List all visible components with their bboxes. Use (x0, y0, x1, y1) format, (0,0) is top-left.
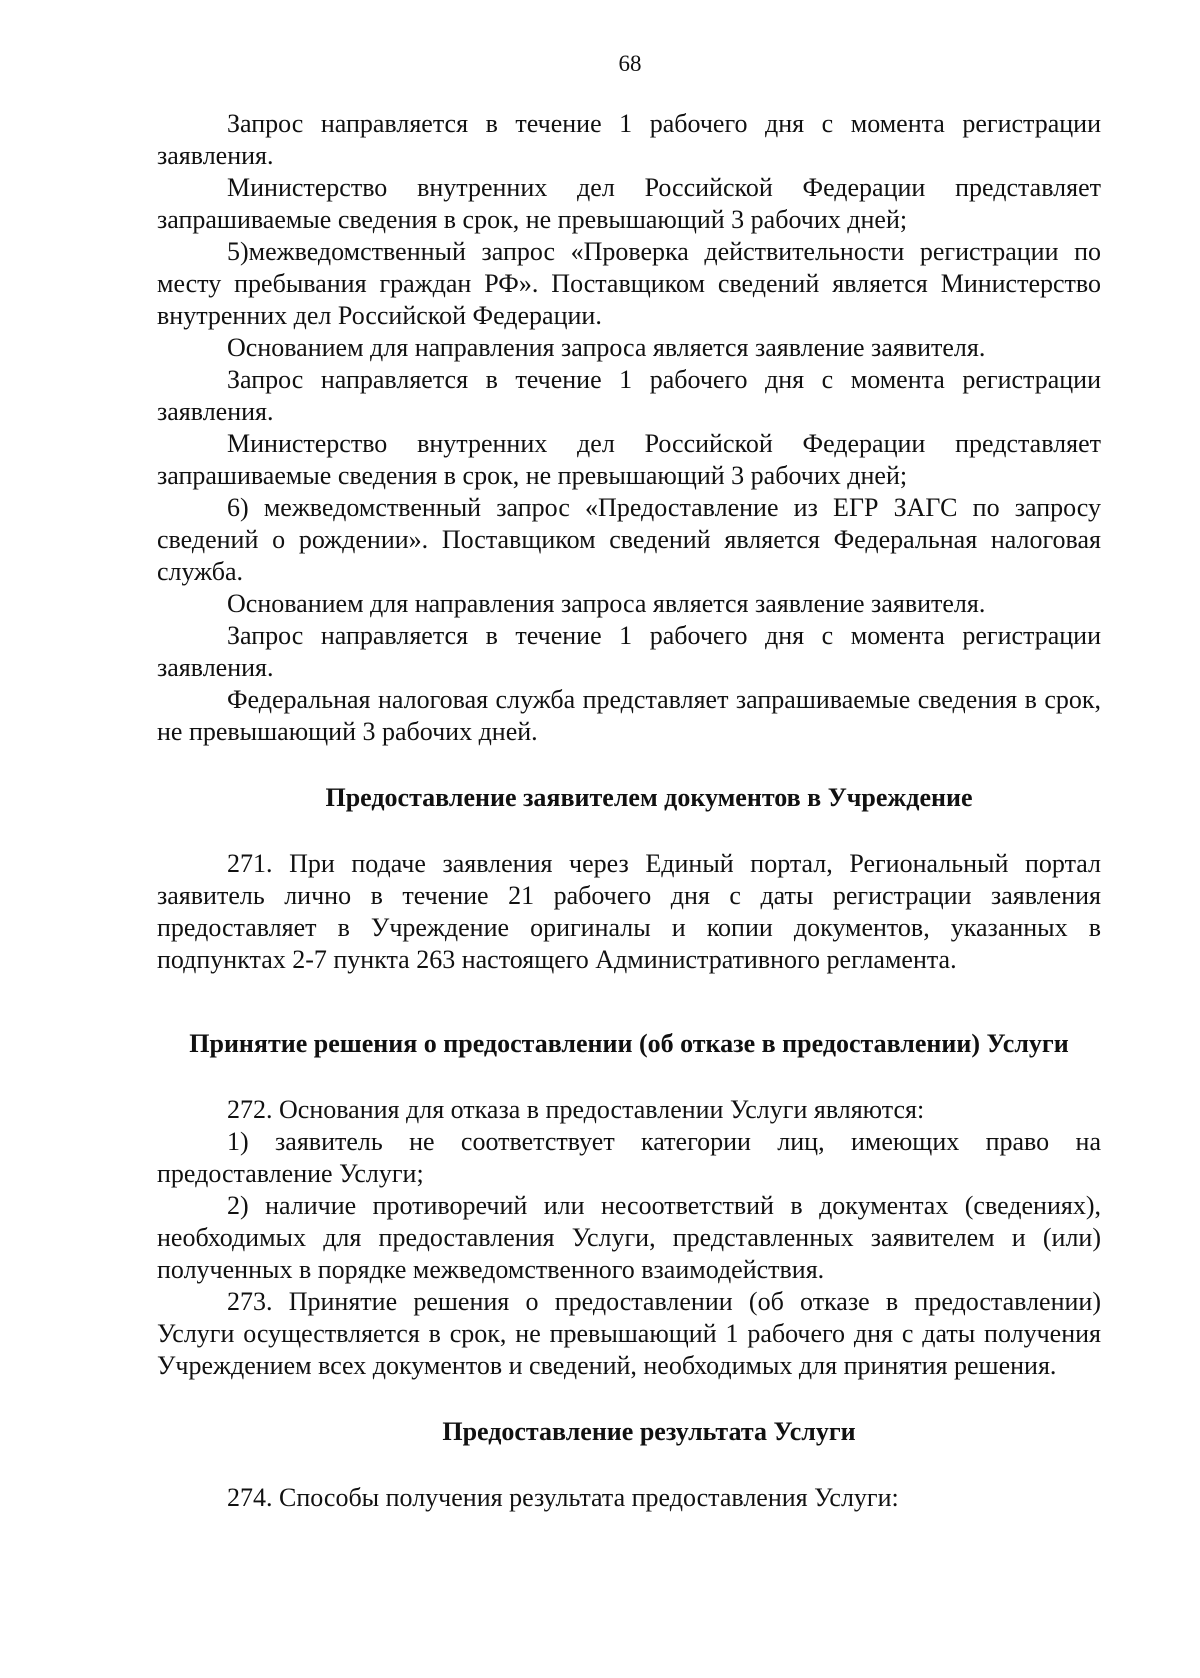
paragraph: Министерство внутренних дел Российской Федерации представляет запрашиваемые сведения в срок, не превышающий 3 рабочих дней; (157, 173, 1101, 234)
paragraph: 272. Основания для отказа в предоставлении Услуги являются: (227, 1095, 925, 1124)
paragraph: Основанием для направления запроса является заявление заявителя. (227, 333, 986, 362)
section-heading: Предоставление результата Услуги (442, 1417, 856, 1446)
paragraph: 274. Способы получения результата предоставления Услуги: (227, 1483, 899, 1512)
paragraph: Запрос направляется в течение 1 рабочего дня с момента регистрации заявления. (157, 365, 1101, 426)
paragraph: Основанием для направления запроса является заявление заявителя. (227, 589, 986, 618)
paragraph: Министерство внутренних дел Российской Федерации представляет запрашиваемые сведения в срок, не превышающий 3 рабочих дней; (157, 429, 1101, 490)
paragraph: Запрос направляется в течение 1 рабочего дня с момента регистрации заявления. (157, 109, 1101, 170)
paragraph: 6) межведомственный запрос «Предоставление из ЕГР ЗАГС по запросу сведений о рождении». Поставщиком сведений является Федеральная налоговая служба. (157, 493, 1101, 586)
paragraph: 273. Принятие решения о предоставлении (об отказе в предоставлении) Услуги осуществляется в срок, не превышающий 1 рабочего дня с даты получения Учреждением всех документов и сведений, необходимых для принятия решения. (157, 1287, 1101, 1380)
document-body (157, 108, 1101, 1514)
section-heading: Предоставление заявителем документов в Учреждение (325, 783, 973, 812)
paragraph: 1) заявитель не соответствует категории лиц, имеющих право на предоставление Услуги; (157, 1127, 1101, 1188)
paragraph: 271. При подаче заявления через Единый портал, Региональный портал заявитель лично в течение 21 рабочего дня с даты регистрации заявления предоставляет в Учреждение оригиналы и копии документов, указанных в подпунктах 2-7 пункта 263 настоящего Административного регламента. (157, 849, 1101, 974)
paragraph: 2) наличие противоречий или несоответствий в документах (сведениях), необходимых для предоставления Услуги, представленных заявителем и (или) полученных в порядке межведомственного взаимодействия. (157, 1191, 1101, 1284)
paragraph: Запрос направляется в течение 1 рабочего дня с момента регистрации заявления. (157, 621, 1101, 682)
paragraph: Федеральная налоговая служба представляет запрашиваемые сведения в срок, не превышающий 3 рабочих дней. (157, 685, 1101, 746)
paragraph: 5)межведомственный запрос «Проверка действительности регистрации по месту пребывания граждан РФ». Поставщиком сведений является Министерство внутренних дел Российской Федерации. (157, 237, 1101, 330)
section-heading: Принятие решения о предоставлении (об отказе в предоставлении) Услуги (189, 1029, 1069, 1058)
page-number: 68 (618, 51, 642, 76)
